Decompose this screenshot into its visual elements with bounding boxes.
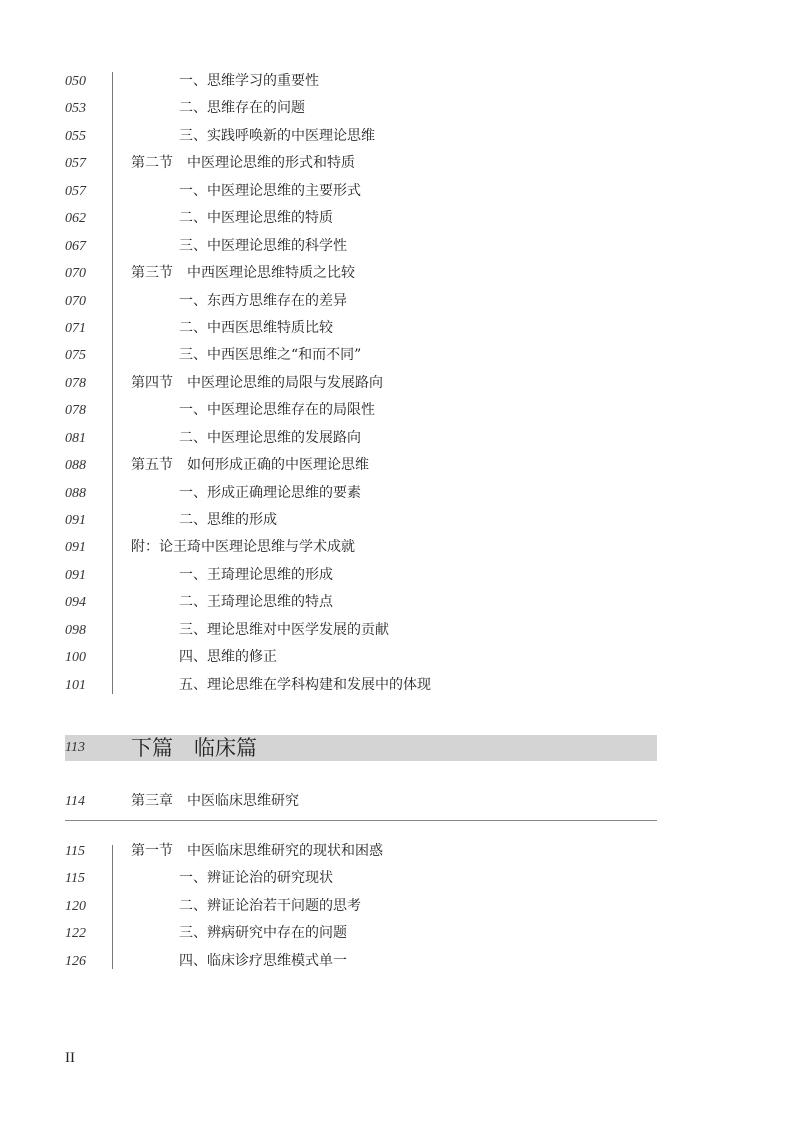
toc-entry[interactable] — [0, 617, 800, 644]
toc-subsection-title: 一、思维学习的重要性 — [179, 73, 319, 89]
toc-subsection-title: 二、思维存在的问题 — [179, 100, 305, 117]
toc-page-number: 098 — [65, 622, 86, 638]
toc-page-number: 050 — [65, 74, 86, 89]
toc-page-number: 057 — [65, 183, 86, 199]
toc-subsection-title: 四、思维的修正 — [179, 649, 277, 666]
toc-page-number: 091 — [65, 540, 86, 556]
toc-subsection-title: 二、中医理论思维的发展路向 — [179, 429, 361, 446]
toc-entry[interactable] — [0, 644, 800, 671]
toc-section-title: 第二节 中医理论思维的形式和特质 — [131, 155, 355, 172]
toc-page-number: 070 — [65, 293, 86, 309]
toc-entry[interactable] — [0, 68, 800, 95]
toc-section-title: 第四节 中医理论思维的局限与发展路向 — [131, 374, 383, 391]
toc-section-title: 第一节 中医临床思维研究的现状和困惑 — [131, 843, 383, 859]
toc-entry[interactable] — [0, 342, 800, 369]
toc-section-title: 第三节 中西医理论思维特质之比较 — [131, 265, 355, 282]
toc-section-title: 附：论王琦中医理论思维与学术成就 — [131, 539, 355, 556]
toc-entry[interactable] — [0, 948, 800, 975]
toc-page-number: 071 — [65, 320, 86, 336]
toc-entry[interactable] — [0, 95, 800, 122]
chapter-title: 第三章 中医临床思维研究 — [131, 793, 299, 809]
part-banner — [65, 735, 657, 761]
toc-list-part2 — [0, 838, 800, 975]
toc-page-number: 053 — [65, 101, 86, 117]
toc-entry[interactable] — [0, 534, 800, 561]
toc-page-number: 075 — [65, 348, 86, 364]
toc-page-number: 091 — [65, 567, 86, 583]
toc-subsection-title: 一、中医理论思维存在的局限性 — [179, 402, 375, 419]
part-title: 下篇 临床篇 — [131, 736, 257, 760]
toc-subsection-title: 一、辨证论治的研究现状 — [179, 870, 333, 887]
toc-entry[interactable] — [0, 288, 800, 315]
toc-entry[interactable] — [0, 397, 800, 424]
toc-subsection-title: 三、中西医思维之“和而不同” — [179, 347, 362, 364]
toc-page-number: 101 — [65, 677, 86, 693]
toc-page-number: 062 — [65, 211, 86, 227]
toc-section-title: 第五节 如何形成正确的中医理论思维 — [131, 457, 369, 474]
toc-subsection-title: 一、东西方思维存在的差异 — [179, 292, 347, 309]
toc-page-number: 091 — [65, 513, 86, 528]
toc-subsection-title: 二、中医理论思维的特质 — [179, 210, 333, 227]
footer-page-number: II — [65, 1050, 75, 1066]
toc-entry[interactable] — [0, 150, 800, 177]
chapter-rule — [65, 820, 657, 821]
chapter-heading — [0, 788, 800, 815]
toc-entry[interactable] — [0, 562, 800, 589]
chapter-page-number: 114 — [65, 794, 85, 809]
toc-page-number: 057 — [65, 156, 86, 172]
toc-entry[interactable] — [0, 672, 800, 699]
toc-page-number: 122 — [65, 926, 86, 942]
toc-subsection-title: 三、理论思维对中医学发展的贡献 — [179, 621, 389, 638]
toc-subsection-title: 二、辨证论治若干问题的思考 — [179, 897, 361, 914]
toc-subsection-title: 五、理论思维在学科构建和发展中的体现 — [179, 676, 431, 693]
toc-entry[interactable] — [0, 589, 800, 616]
toc-entry[interactable] — [0, 452, 800, 479]
toc-page-number: 070 — [65, 266, 86, 282]
toc-entry[interactable] — [0, 920, 800, 947]
toc-subsection-title: 三、中医理论思维的科学性 — [179, 237, 347, 254]
toc-page-number: 067 — [65, 238, 86, 254]
toc-entry[interactable] — [0, 838, 800, 865]
toc-entry[interactable] — [0, 260, 800, 287]
toc-subsection-title: 二、中西医思维特质比较 — [179, 319, 333, 336]
toc-entry[interactable] — [0, 123, 800, 150]
toc-page-number: 100 — [65, 650, 86, 666]
toc-page-number: 094 — [65, 595, 86, 611]
toc-entry[interactable] — [0, 205, 800, 232]
toc-subsection-title: 二、王琦理论思维的特点 — [179, 594, 333, 611]
toc-entry[interactable] — [0, 865, 800, 892]
toc-page-number: 088 — [65, 485, 86, 501]
toc-page-number: 115 — [65, 844, 85, 859]
toc-subsection-title: 三、实践呼唤新的中医理论思维 — [179, 127, 375, 144]
toc-entry[interactable] — [0, 370, 800, 397]
toc-page-number: 115 — [65, 871, 85, 887]
toc-page-number: 078 — [65, 403, 86, 419]
toc-entry[interactable] — [0, 178, 800, 205]
toc-subsection-title: 一、中医理论思维的主要形式 — [179, 182, 361, 199]
toc-entry[interactable] — [0, 315, 800, 342]
toc-subsection-title: 一、王琦理论思维的形成 — [179, 566, 333, 583]
toc-subsection-title: 一、形成正确理论思维的要素 — [179, 484, 361, 501]
toc-page-number: 078 — [65, 375, 86, 391]
toc-entry[interactable] — [0, 893, 800, 920]
toc-page-number: 126 — [65, 953, 86, 969]
toc-list-part1 — [0, 68, 800, 699]
toc-entry[interactable] — [0, 507, 800, 534]
toc-subsection-title: 二、思维的形成 — [179, 512, 277, 528]
toc-page-number: 055 — [65, 128, 86, 144]
toc-page-number: 120 — [65, 898, 86, 914]
toc-entry[interactable] — [0, 425, 800, 452]
toc-subsection-title: 四、临床诊疗思维模式单一 — [179, 952, 347, 969]
toc-entry[interactable] — [0, 233, 800, 260]
toc-entry[interactable] — [0, 480, 800, 507]
toc-page-number: 088 — [65, 458, 86, 474]
part-page-number: 113 — [65, 740, 85, 755]
toc-page-number: 081 — [65, 430, 86, 446]
toc-subsection-title: 三、辨病研究中存在的问题 — [179, 925, 347, 942]
